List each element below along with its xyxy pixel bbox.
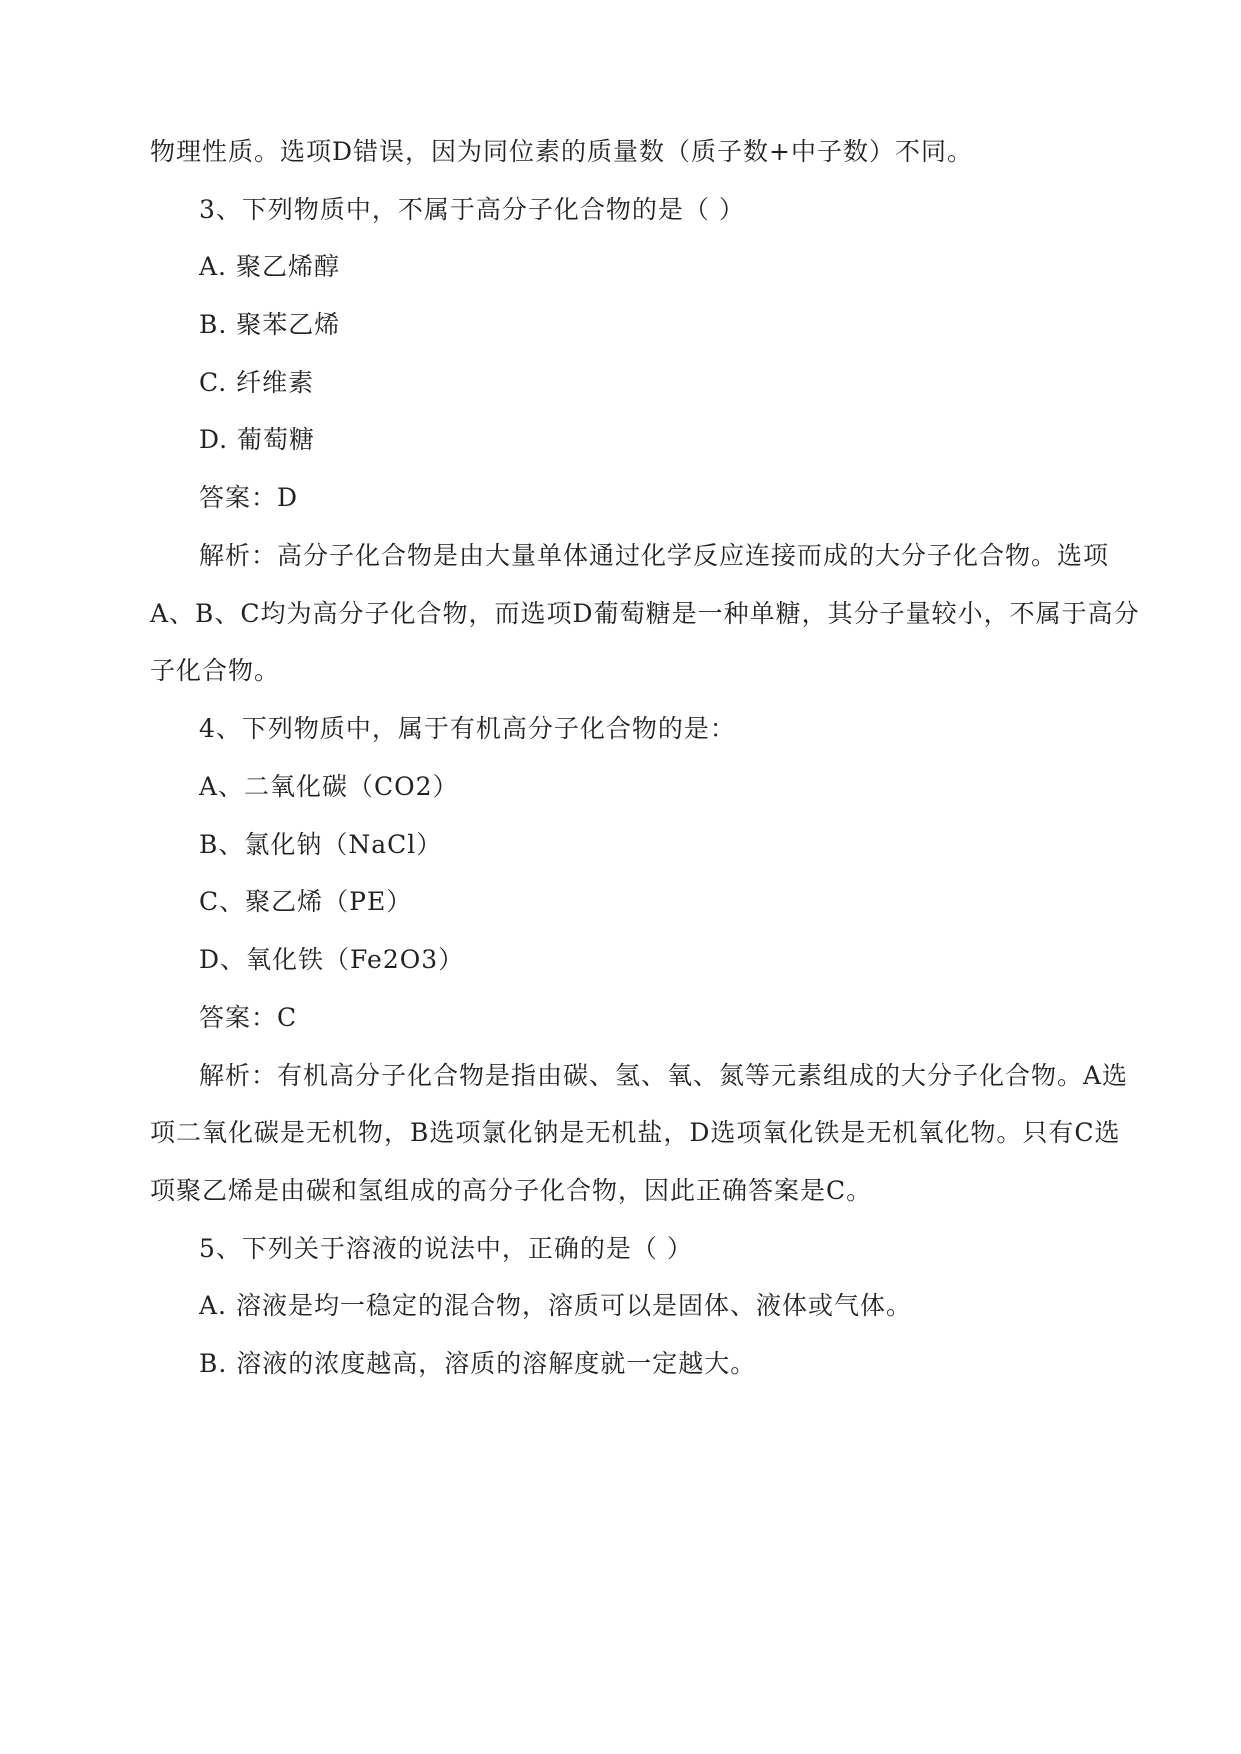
question-3-explanation-line-1: 解析：高分子化合物是由大量单体通过化学反应连接而成的大分子化合物。选项	[199, 541, 1110, 570]
question-4-stem: 4、下列物质中，属于有机高分子化合物的是：	[199, 714, 736, 743]
question-3-option-c: C. 纤维素	[199, 368, 315, 397]
question-4-explanation-line-2: 项二氧化碳是无机物，B选项氯化钠是无机盐，D选项氧化铁是无机氧化物。只有C选	[150, 1118, 1121, 1147]
question-4-option-d: D、氧化铁（Fe2O3）	[199, 945, 465, 974]
question-3-option-b: B. 聚苯乙烯	[199, 310, 341, 339]
question-4-option-c: C、聚乙烯（PE）	[199, 887, 413, 916]
question-3-option-a: A. 聚乙烯醇	[199, 252, 340, 281]
question-3-option-d: D. 葡萄糖	[199, 425, 316, 454]
question-4-explanation-line-3: 项聚乙烯是由碳和氢组成的高分子化合物，因此正确答案是C。	[150, 1176, 873, 1205]
question-4-option-a: A、二氧化碳（CO2）	[199, 772, 459, 801]
question-5-stem: 5、下列关于溶液的说法中，正确的是（ ）	[199, 1234, 693, 1263]
question-5-option-a: A. 溶液是均一稳定的混合物，溶质可以是固体、液体或气体。	[199, 1291, 912, 1320]
question-3-explanation-line-3: 子化合物。	[150, 656, 281, 685]
question-3-answer: 答案：D	[199, 483, 299, 512]
question-4-answer: 答案：C	[199, 1003, 298, 1032]
question-4-option-b: B、氯化钠（NaCl）	[199, 830, 443, 859]
question-3-stem: 3、下列物质中，不属于高分子化合物的是（ ）	[199, 195, 745, 224]
question-4-explanation-line-1: 解析：有机高分子化合物是指由碳、氢、氧、氮等元素组成的大分子化合物。A选	[199, 1061, 1129, 1090]
previous-explanation-tail: 物理性质。选项D错误，因为同位素的质量数（质子数+中子数）不同。	[150, 137, 973, 166]
question-5-option-b: B. 溶液的浓度越高，溶质的溶解度就一定越大。	[199, 1349, 757, 1378]
question-3-explanation-line-2: A、B、C均为高分子化合物，而选项D葡萄糖是一种单糖，其分子量较小，不属于高分	[150, 599, 1140, 628]
